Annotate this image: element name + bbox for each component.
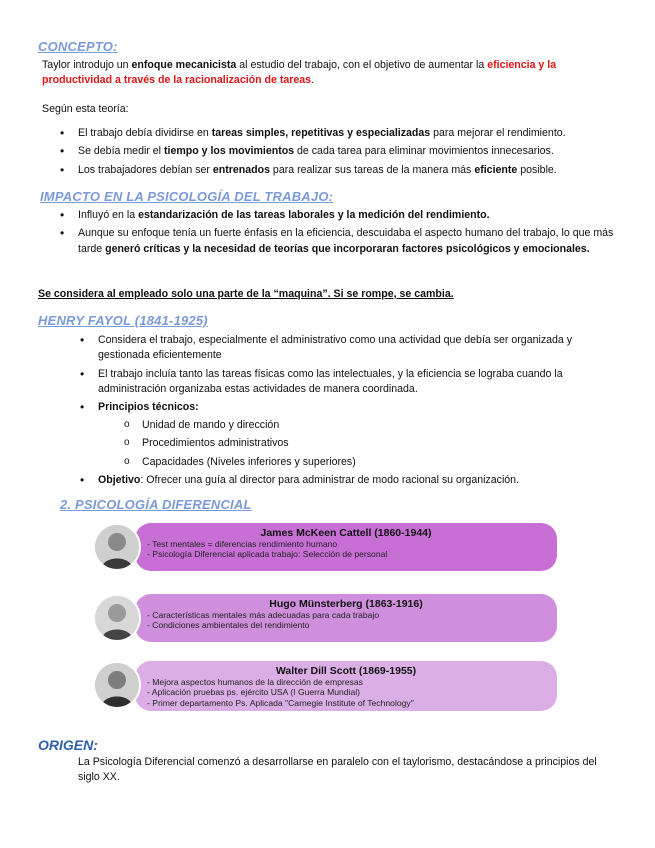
concepto-list — [56, 126, 621, 181]
portrait-munsterberg-icon — [95, 596, 139, 640]
portrait-icon — [95, 596, 139, 640]
objetivo-label: Objetivo — [98, 473, 141, 486]
origen-heading: ORIGEN: — [38, 737, 98, 753]
card-name: Walter Dill Scott (1869-1955) — [275, 665, 417, 677]
figure-card-munsterberg — [95, 594, 557, 642]
concepto-item-1-b: tareas simples, repetitivas y especializadas — [211, 127, 431, 139]
concepto-item-2-c: de cada tarea para eliminar movimientos innecesarios. — [294, 145, 554, 158]
principio-item-3: o Capacidades (Niveles inferiores y superiores) — [98, 455, 616, 470]
fayol-item-2: • El trabajo incluía tanto las tareas físicas como las intelectuales, y la eficiencia se lograba cuando la administración organizaba estas actividades de manera coordinada. — [76, 367, 616, 398]
fayol-item-1: • Considera el trabajo, especialmente el administrativo como una actividad que debía ser organizada y gestionada eficientemente — [76, 333, 616, 364]
concepto-item-3-c: para realizar sus tareas de la manera más — [269, 163, 475, 176]
concepto-item-1 — [56, 126, 621, 141]
card-line: - Primer departamento Ps. Aplicada "Carnegie Institute of Technology" — [147, 697, 414, 708]
concepto-item-3-d: eficiente — [474, 163, 518, 176]
maquina-note: Se considera al empleado solo una parte de la “maquina”. Si se rompe, se cambia. — [38, 288, 454, 300]
portrait-icon — [95, 663, 139, 707]
card-line: - Test mentales = diferencias rendimiento humano — [147, 539, 338, 549]
objetivo-text: : Ofrecer una guía al director para administrar de modo racional su organización. — [140, 473, 520, 486]
fayol-heading: HENRY FAYOL (1841-1925) — [38, 313, 208, 328]
card-line: - Condiciones ambientales del rendimiento — [147, 620, 310, 631]
diferencial-heading: 2. PSICOLOGÍA DIFERENCIAL — [60, 497, 252, 512]
card-name: Hugo Münsterberg (1863-1916) — [269, 598, 423, 610]
intro-text-c: al estudio del trabajo, con el objetivo de aumentar la — [236, 59, 488, 71]
concepto-item-2 — [56, 144, 621, 159]
segun-text: Según esta teoría: — [42, 103, 129, 115]
concepto-item-3-b: entrenados — [212, 163, 270, 176]
card-line: - Características mentales más adecuadas para cada trabajo — [147, 610, 380, 620]
figure-card-scott — [95, 661, 557, 711]
concepto-item-3-e: posible. — [517, 163, 557, 176]
concepto-heading: CONCEPTO: — [38, 39, 118, 54]
card-line: - Psicología Diferencial aplicada trabajo: Selección de personal — [147, 549, 388, 560]
figure-card-cattell — [95, 523, 557, 571]
concepto-intro — [42, 58, 617, 89]
impacto-list — [56, 208, 616, 260]
impacto-heading: IMPACTO EN LA PSICOLOGÍA DEL TRABAJO: — [40, 189, 334, 204]
card-line: - Aplicación pruebas ps. ejército USA (I Guerra Mundial) — [147, 687, 361, 698]
impacto-item-1-a: Influyó en la — [78, 209, 139, 221]
impacto-item-1-b: estandarización de las tareas laborales y la medición del rendimiento. — [138, 209, 490, 221]
impacto-item-1 — [56, 208, 616, 223]
card-line: - Mejora aspectos humanos de la dirección de empresas — [147, 677, 363, 687]
principios-sublist — [98, 418, 616, 470]
concepto-item-2-b: tiempo y los movimientos — [163, 145, 295, 158]
principio-item-2: o Procedimientos administrativos — [98, 436, 616, 451]
intro-text-a: Taylor introdujo un — [42, 59, 132, 71]
card-lines — [147, 610, 379, 631]
concepto-item-1-a: El trabajo debía dividirse en — [78, 127, 212, 139]
card-name: James McKeen Cattell (1860-1944) — [260, 527, 432, 539]
intro-text-b: enfoque mecanicista — [131, 59, 237, 71]
principio-item-1: o Unidad de mando y dirección — [98, 418, 616, 433]
impacto-item-2-b: generó críticas y la necesidad de teorías que incorporaran factores psicológicos y emocionales. — [105, 242, 590, 255]
fayol-item-4 — [76, 473, 616, 488]
origen-text: La Psicología Diferencial comenzó a desarrollarse en paralelo con el taylorismo, destacándose a principios del siglo XX. — [78, 756, 597, 784]
portrait-icon — [95, 525, 139, 569]
intro-text-highlight: eficiencia y la productividad a través de la racionalización de tareas — [42, 59, 557, 87]
card-lines — [147, 677, 414, 708]
card-lines — [147, 539, 387, 560]
fayol-item-3 — [76, 400, 616, 469]
fayol-list — [76, 333, 616, 491]
concepto-item-3 — [56, 163, 621, 178]
portrait-cattell-icon — [95, 525, 139, 569]
impacto-item-2 — [56, 226, 616, 257]
portrait-scott-icon — [95, 663, 139, 707]
concepto-item-3-a: Los trabajadores debían ser — [78, 163, 213, 176]
concepto-item-2-a: Se debía medir el — [78, 145, 164, 158]
concepto-item-1-c: para mejorar el rendimiento. — [430, 127, 566, 139]
intro-text-e: . — [311, 74, 315, 87]
principios-label: Principios técnicos: — [98, 401, 199, 414]
impacto-item-2-a: Aunque su enfoque tenía un fuerte énfasis en la eficiencia, descuidaba el aspecto humano del trabajo, lo que más tarde — [78, 227, 614, 255]
